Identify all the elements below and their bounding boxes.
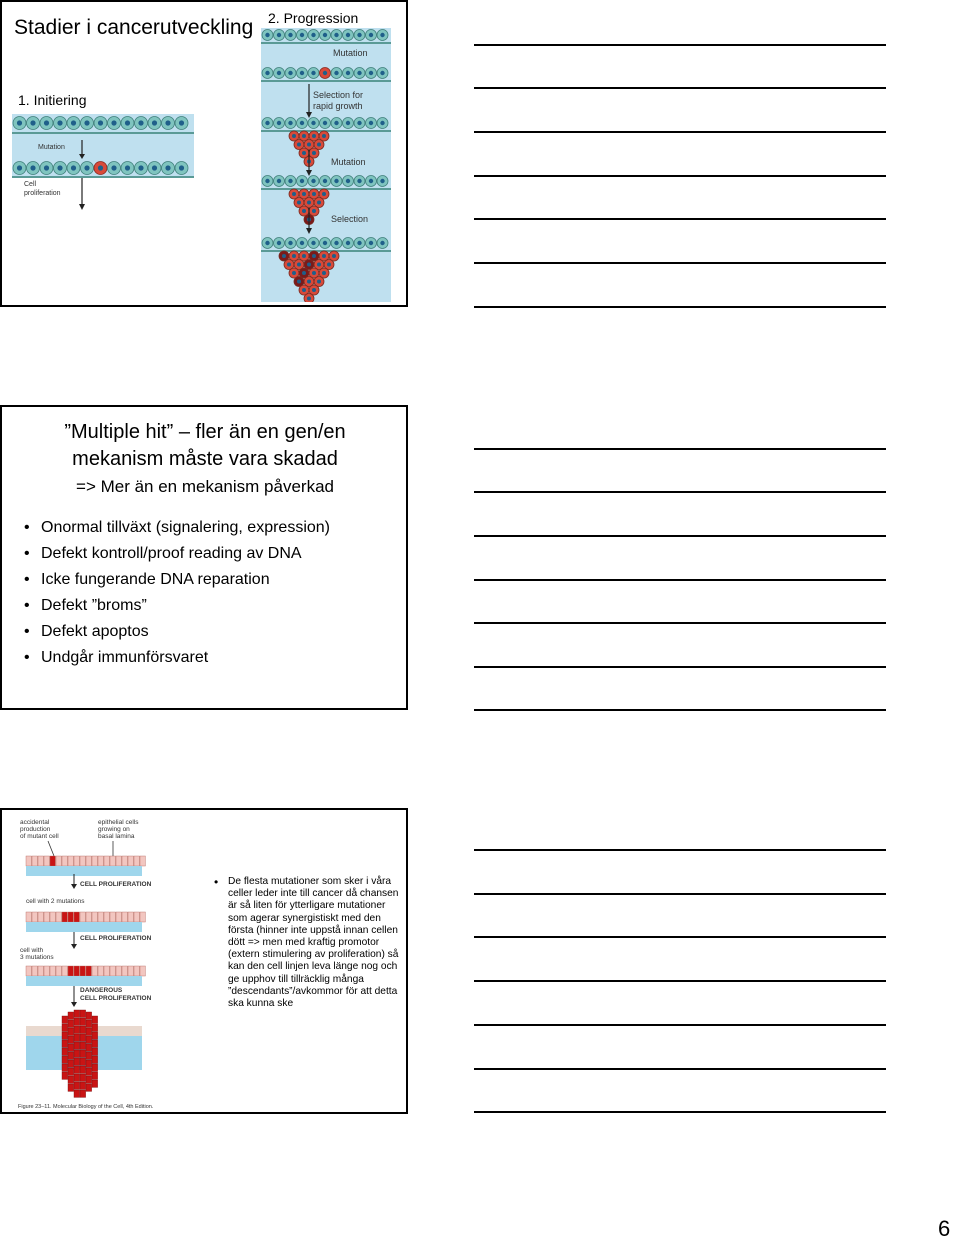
mechanism-list (24, 515, 330, 671)
mutation-label-1: Mutation (333, 48, 368, 58)
list-item: • Defekt ”broms” (24, 593, 330, 619)
list-item: • Defekt apoptos (24, 619, 330, 645)
svg-text:proliferation: proliferation (24, 190, 61, 197)
cell-proliferation-figure (18, 816, 198, 1112)
svg-text:Figure 23–11. Molecular Biolog: Figure 23–11. Molecular Biology of the Cell, 4th Edition. (18, 1104, 154, 1110)
svg-text:DANGEROUS: DANGEROUS (80, 987, 123, 994)
svg-text:CELL PROLIFERATION: CELL PROLIFERATION (80, 995, 152, 1002)
page-number: 6 (938, 1216, 951, 1241)
svg-text:cell with: cell with (20, 947, 44, 954)
svg-text:production: production (20, 826, 51, 833)
progression-label: 2. Progression (268, 10, 359, 26)
slide-heading: ”Multiple hit” – fler än en gen/en mekanism måste vara skadad => Mer än en mekanism påverkad (64, 421, 346, 496)
proliferation-arrow (22, 178, 102, 212)
svg-text:of mutant cell: of mutant cell (20, 833, 59, 840)
mutation-label-2: Mutation (331, 157, 366, 167)
svg-text:Cell: Cell (24, 181, 37, 188)
svg-text:CELL PROLIFERATION: CELL PROLIFERATION (80, 881, 152, 888)
slide-stages (0, 0, 408, 307)
list-item: • Icke fungerande DNA reparation (24, 567, 330, 593)
list-item: • Undgår immunförsvaret (24, 645, 330, 671)
mutation-label: Mutation (38, 144, 65, 151)
svg-text:epithelial cells: epithelial cells (98, 819, 139, 826)
initiation-figure (12, 114, 194, 178)
selection-rapid-label: Selection for (313, 90, 364, 100)
slide-title: Stadier i cancerutveckling (14, 16, 254, 39)
explanation-bullet: • De flesta mutationer som sker i våra celler leder inte till cancer då chansen är så liten för ytterligare mutationer som agerar synergistiskt med den första (hinner inte uppstå innan cellen dött => men med kraftig promotor (extern stimulering av proliferation) så kan den cell linjen leva länge nog och ge upphov till tillräcklig många ”descendants”/avkommor för att detta ska kunna ske (214, 876, 406, 1010)
initiation-label: 1. Initiering (18, 92, 87, 108)
slide-multiple-hit (0, 405, 408, 710)
slide-mutation-accumulation (0, 808, 408, 1114)
svg-text:rapid growth: rapid growth (313, 101, 363, 111)
list-item: • Defekt kontroll/proof reading av DNA (24, 541, 330, 567)
progression-figure (261, 28, 391, 302)
svg-text:3 mutations: 3 mutations (20, 954, 54, 961)
svg-text:CELL PROLIFERATION: CELL PROLIFERATION (80, 935, 152, 942)
list-item: • Onormal tillväxt (signalering, expression) (24, 515, 330, 541)
selection-label: Selection (331, 214, 369, 224)
svg-text:accidental: accidental (20, 819, 50, 826)
svg-text:growing on: growing on (98, 826, 130, 833)
svg-text:basal lamina: basal lamina (98, 833, 135, 840)
svg-text:cell with 2 mutations: cell with 2 mutations (26, 898, 85, 905)
